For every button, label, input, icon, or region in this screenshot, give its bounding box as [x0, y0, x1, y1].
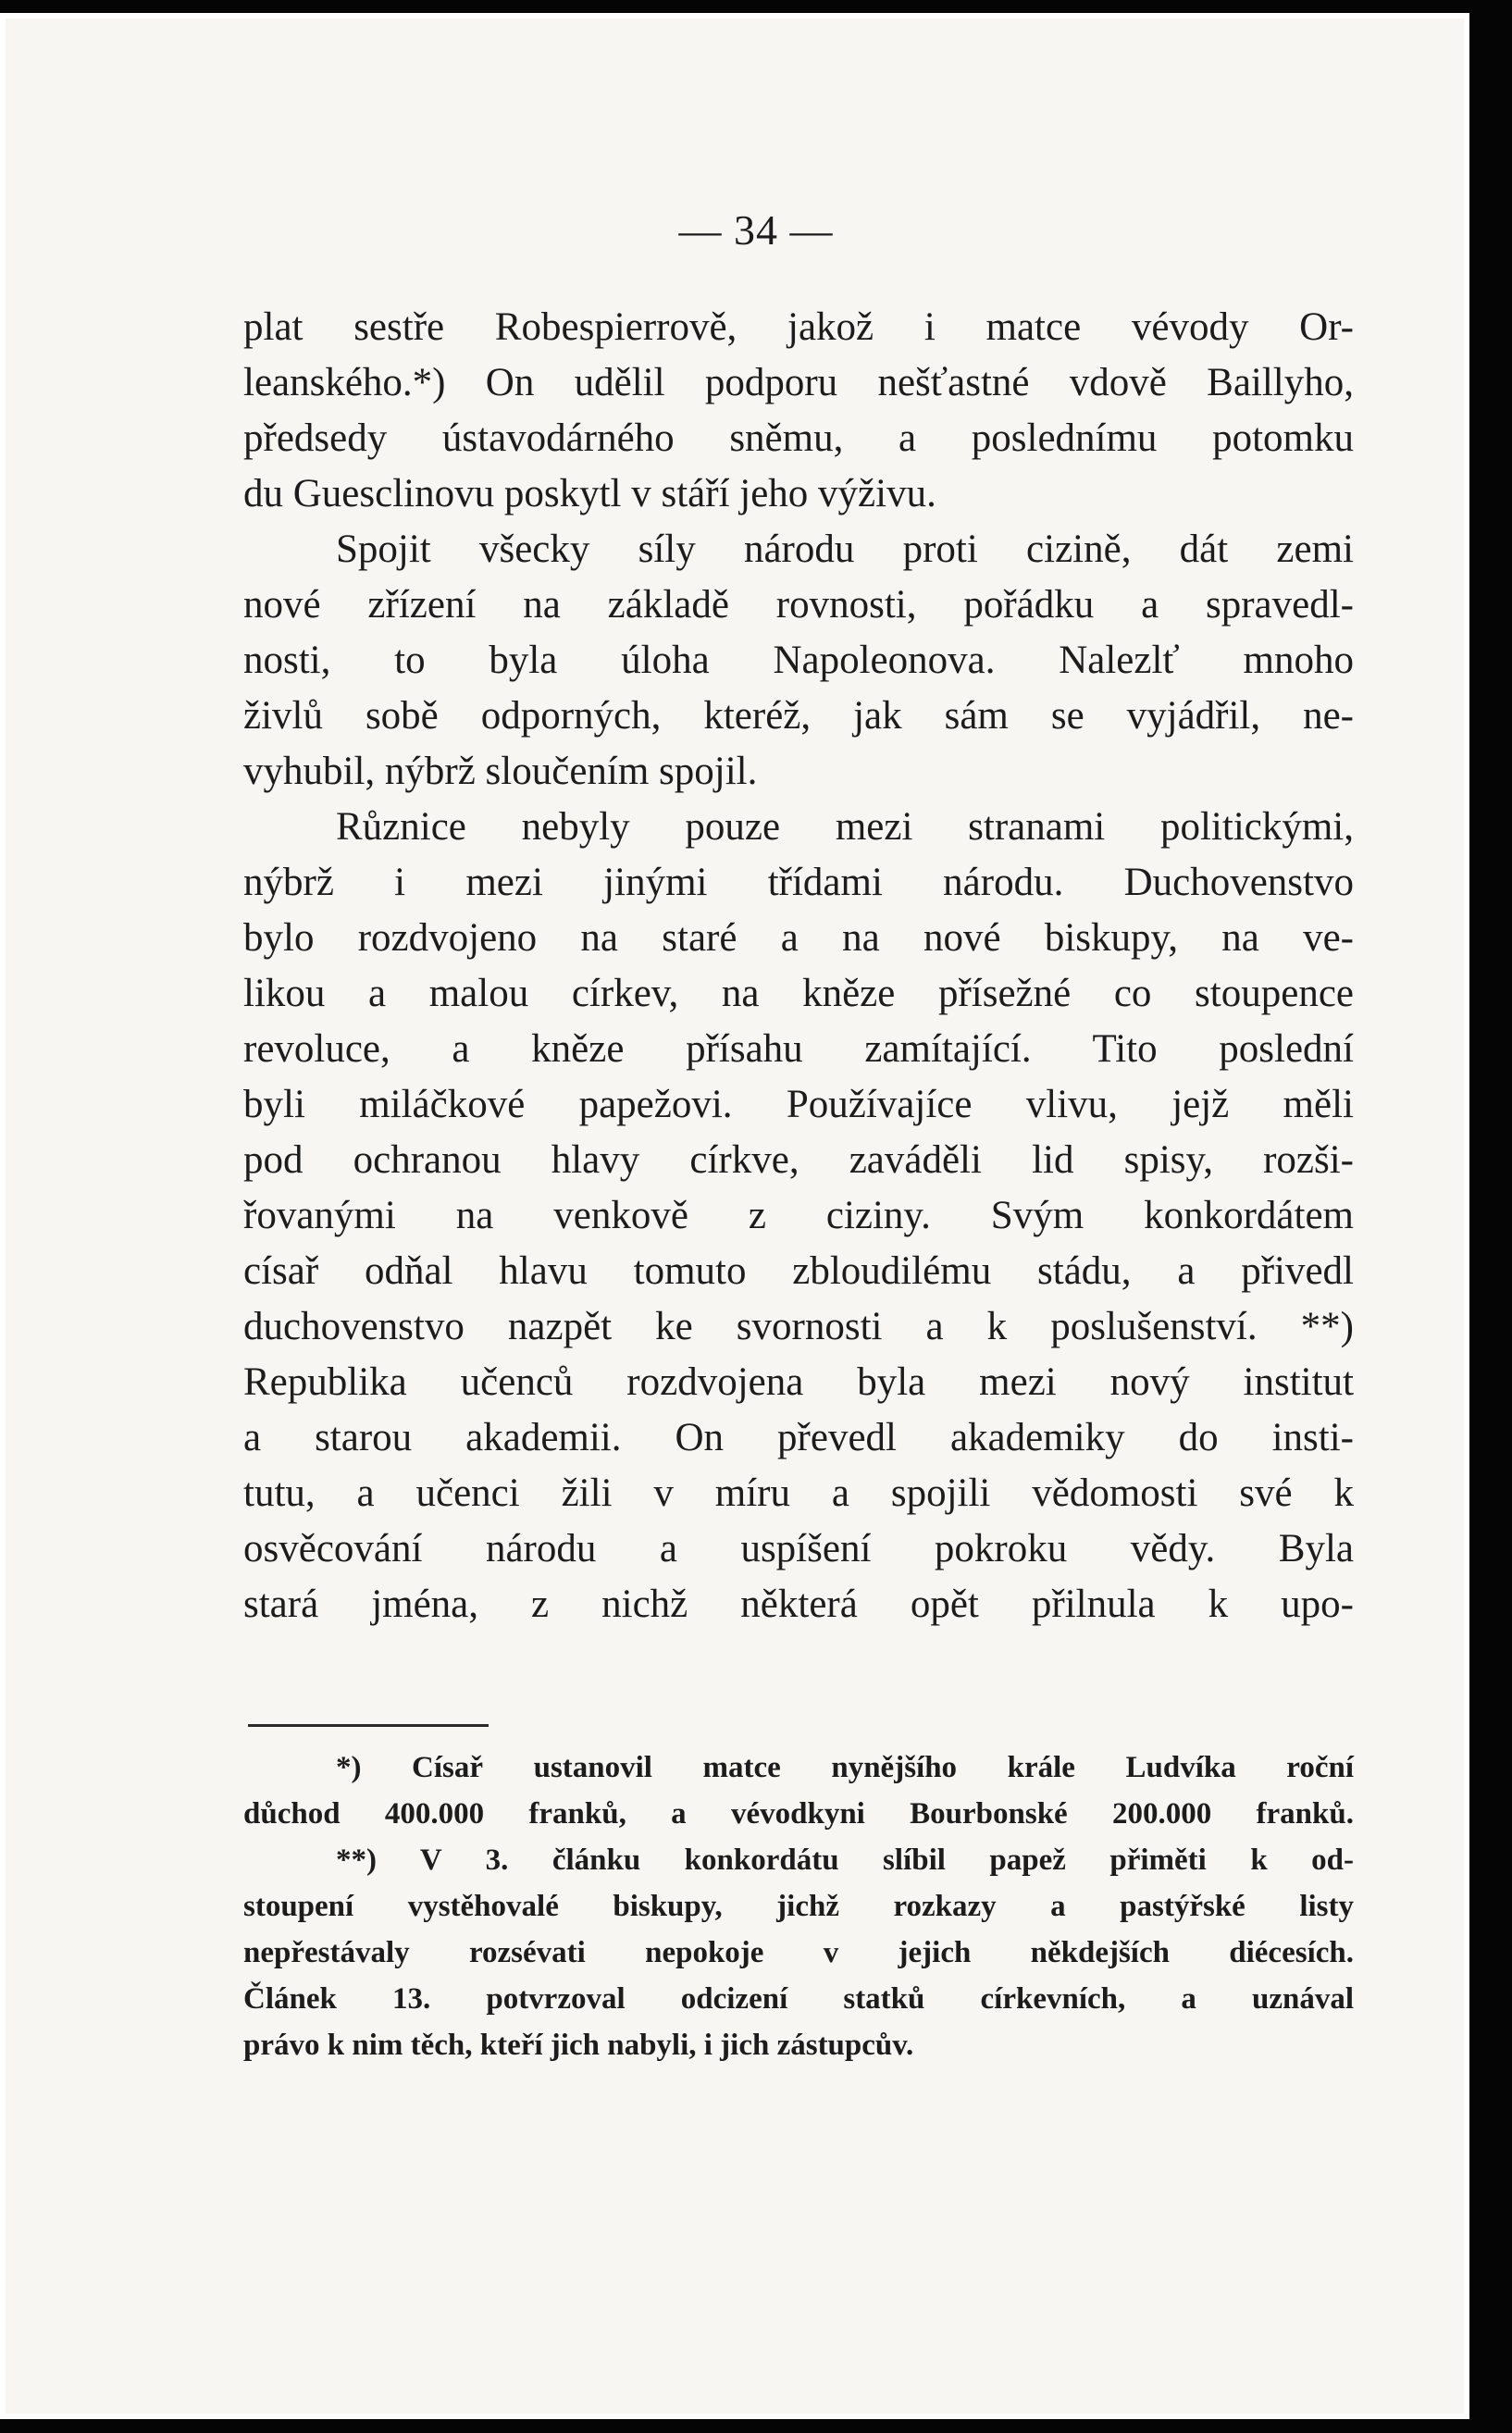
footnote-line: nepřestávaly rozsévati nepokoje v jejich někdejších diécesích. — [243, 1936, 1354, 1969]
footnote-line: právo k nim těch, kteří jich nabyli, i jich zástupcův. — [243, 2029, 914, 2062]
body-text — [243, 300, 1354, 1632]
body-line: řovanými na venkově z ciziny. Svým konkordátem — [243, 1194, 1354, 1237]
body-line: stará jména, z nichž některá opět přilnula k upo- — [243, 1583, 1354, 1626]
body-line: duchovenstvo nazpět ke svornosti a k poslušenství. **) — [243, 1305, 1354, 1348]
body-line: du Guesclinovu poskytl v stáří jeho výživu. — [243, 472, 936, 515]
body-line: vyhubil, nýbrž sloučením spojil. — [243, 750, 758, 793]
page-number: — 34 — — [678, 206, 834, 254]
body-line: revoluce, a kněze přísahu zamítající. Tito poslední — [243, 1027, 1354, 1071]
body-line: nýbrž i mezi jinými třídami národu. Duchovenstvo — [243, 861, 1354, 904]
scan-border-bottom — [0, 2419, 1512, 2433]
body-line: císař odňal hlavu tomuto zbloudilému stádu, a přivedl — [243, 1249, 1354, 1293]
body-line: byli miláčkové papežovi. Používajíce vlivu, jejž měli — [243, 1083, 1354, 1126]
body-line: předsedy ústavodárného sněmu, a poslednímu potomku — [243, 416, 1354, 460]
footnotes — [243, 1744, 1354, 2068]
body-line: živlů sobě odporných, kteréž, jak sám se vyjádřil, ne- — [243, 694, 1354, 738]
body-line: tutu, a učenci žili v míru a spojili vědomosti své k — [243, 1471, 1354, 1515]
body-line: bylo rozdvojeno na staré a na nové biskupy, na ve- — [243, 916, 1354, 960]
footnote-line: **) V 3. článku konkordátu slíbil papež přiměti k od- — [336, 1843, 1354, 1877]
scan-border-right — [1469, 0, 1512, 2433]
body-line: a starou akademii. On převedl akademiky do insti- — [243, 1416, 1354, 1459]
scan-border-top — [0, 0, 1512, 13]
footnote-line: stoupení vystěhovalé biskupy, jichž rozkazy a pastýřské listy — [243, 1890, 1354, 1923]
body-line: likou a malou církev, na kněze přísežné co stoupence — [243, 972, 1354, 1015]
body-line: nové zřízení na základě rovnosti, pořádku a spravedl- — [243, 583, 1354, 627]
body-line: Republika učenců rozdvojena byla mezi nový institut — [243, 1360, 1354, 1404]
body-line: pod ochranou hlavy církve, zaváděli lid spisy, rozši- — [243, 1138, 1354, 1182]
body-line: osvěcování národu a uspíšení pokroku vědy. Byla — [243, 1527, 1354, 1570]
body-line: nosti, to byla úloha Napoleonova. Nalezlť mnoho — [243, 639, 1354, 682]
footnote-line: Článek 13. potvrzoval odcizení statků církevních, a uznával — [243, 1982, 1354, 2016]
footnote-line: *) Císař ustanovil matce nynějšího krále Ludvíka roční — [336, 1751, 1354, 1784]
body-line: leanského.*) On udělil podporu nešťastné vdově Baillyho, — [243, 361, 1354, 404]
body-line: Různice nebyly pouze mezi stranami politickými, — [336, 805, 1354, 849]
footnote-line: důchod 400.000 franků, a vévodkyni Bourbonské 200.000 franků. — [243, 1797, 1354, 1831]
footnote-separator — [248, 1724, 489, 1727]
body-line: plat sestře Robespierrově, jakož i matce vévody Or- — [243, 305, 1354, 349]
body-line: Spojit všecky síly národu proti cizině, dát zemi — [336, 528, 1354, 571]
